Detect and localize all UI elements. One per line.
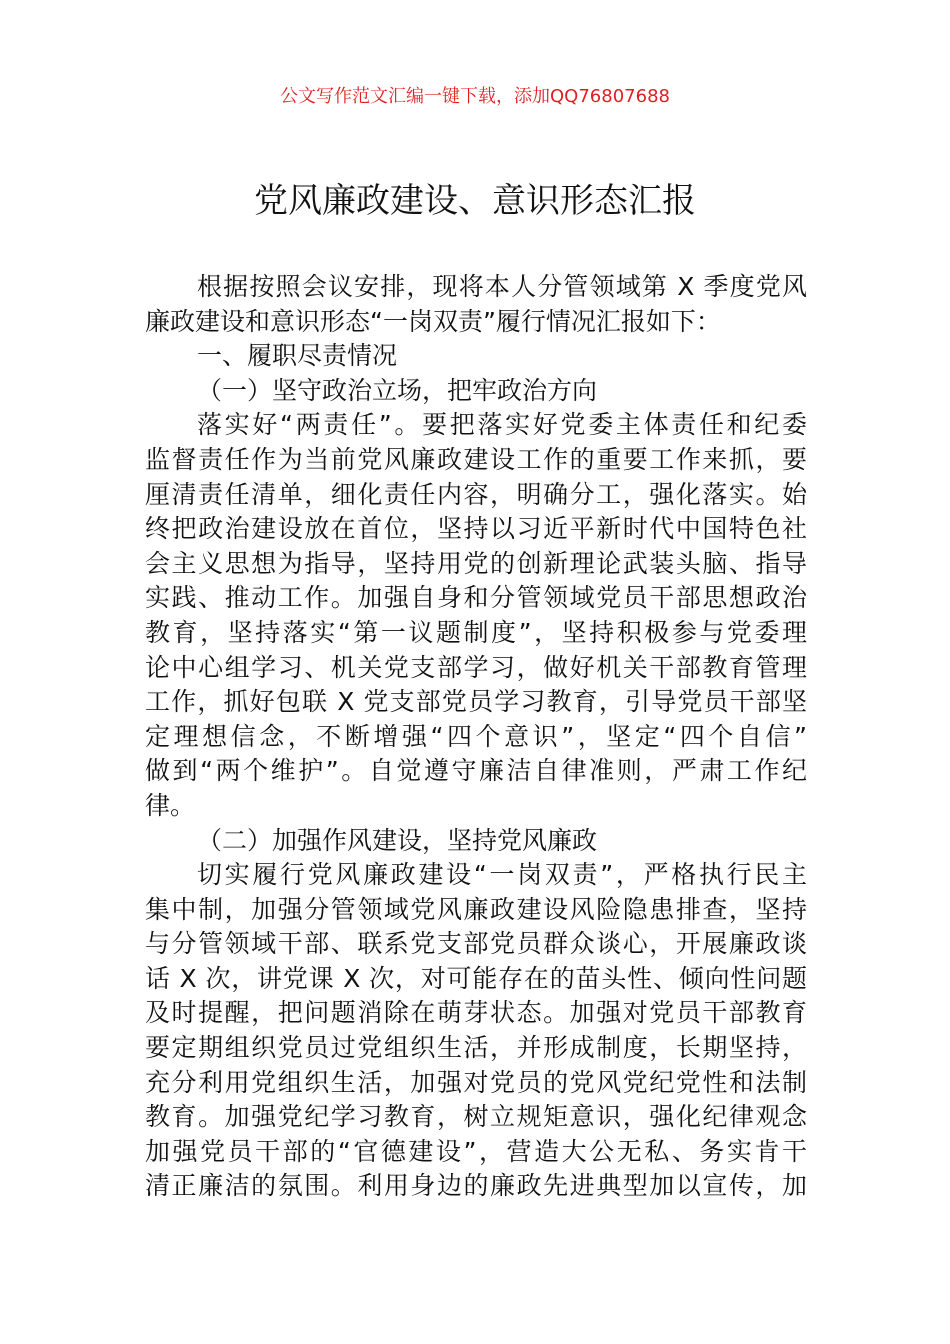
text-line: 廉政建设和意识形态“一岗双责”履行情况汇报如下： xyxy=(145,306,721,336)
text-line: 论中心组学习、机关党支部学习，做好机关干部教育管理 xyxy=(145,652,807,682)
document-body xyxy=(145,270,807,1204)
text-line: 及时提醒，把问题消除在萌芽状态。加强对党员干部教育 xyxy=(145,998,807,1028)
text-line: 终把政治建设放在首位，坚持以习近平新时代中国特色社 xyxy=(145,514,807,544)
text-line: 监督责任作为当前党风廉政建设工作的重要工作来抓，要 xyxy=(145,444,807,474)
text-line: （一）坚守政治立场，把牢政治方向 xyxy=(197,375,598,405)
text-line: 加强党员干部的“官德建设”，营造大公无私、务实肯干 xyxy=(145,1136,807,1166)
text-line: 根据按照会议安排，现将本人分管领域第 X 季度党风 xyxy=(197,272,807,301)
text-line: 厘清责任清单，细化责任内容，明确分工，强化落实。始 xyxy=(145,479,807,509)
text-line: 教育，坚持落实“第一议题制度”，坚持积极参与党委理 xyxy=(145,617,807,647)
text-line: （二）加强作风建设，坚持党风廉政 xyxy=(197,825,598,855)
text-line: 要定期组织党员过党组织生活，并形成制度，长期坚持， xyxy=(145,1033,807,1063)
text-line: 做到“两个维护”。自觉遵守廉洁自律准则，严肃工作纪 xyxy=(145,756,807,786)
text-line: 与分管领域干部、联系党支部党员群众谈心，开展廉政谈 xyxy=(145,929,807,959)
text-line: 实践、推动工作。加强自身和分管领域党员干部思想政治 xyxy=(145,583,807,613)
document-title: 党风廉政建设、意识形态汇报 xyxy=(254,181,696,221)
download-watermark: 公文写作范文汇编一键下载，添加QQ76807688 xyxy=(280,86,670,107)
text-line: 充分利用党组织生活，加强对党员的党风党纪党性和法制 xyxy=(145,1067,807,1097)
text-line: 集中制，加强分管领域党风廉政建设风险隐患排查，坚持 xyxy=(145,894,807,924)
text-line: 清正廉洁的氛围。利用身边的廉政先进典型加以宣传，加 xyxy=(145,1171,807,1201)
text-line: 律。 xyxy=(145,790,196,820)
text-line: 定理想信念，不断增强“四个意识”，坚定“四个自信” xyxy=(145,721,807,751)
text-line: 切实履行党风廉政建设“一岗双责”，严格执行民主 xyxy=(197,860,807,890)
text-line: 工作，抓好包联 X 党支部党员学习教育，引导党员干部坚 xyxy=(145,687,807,717)
text-line: 落实好“两责任”。要把落实好党委主体责任和纪委 xyxy=(197,410,807,440)
text-line: 一、履职尽责情况 xyxy=(197,341,398,371)
text-line: 话 X 次，讲党课 X 次，对可能存在的苗头性、倾向性问题 xyxy=(145,963,807,993)
text-line: 会主义思想为指导，坚持用党的创新理论武装头脑、指导 xyxy=(145,548,807,578)
text-line: 教育。加强党纪学习教育，树立规矩意识，强化纪律观念 xyxy=(145,1102,807,1132)
